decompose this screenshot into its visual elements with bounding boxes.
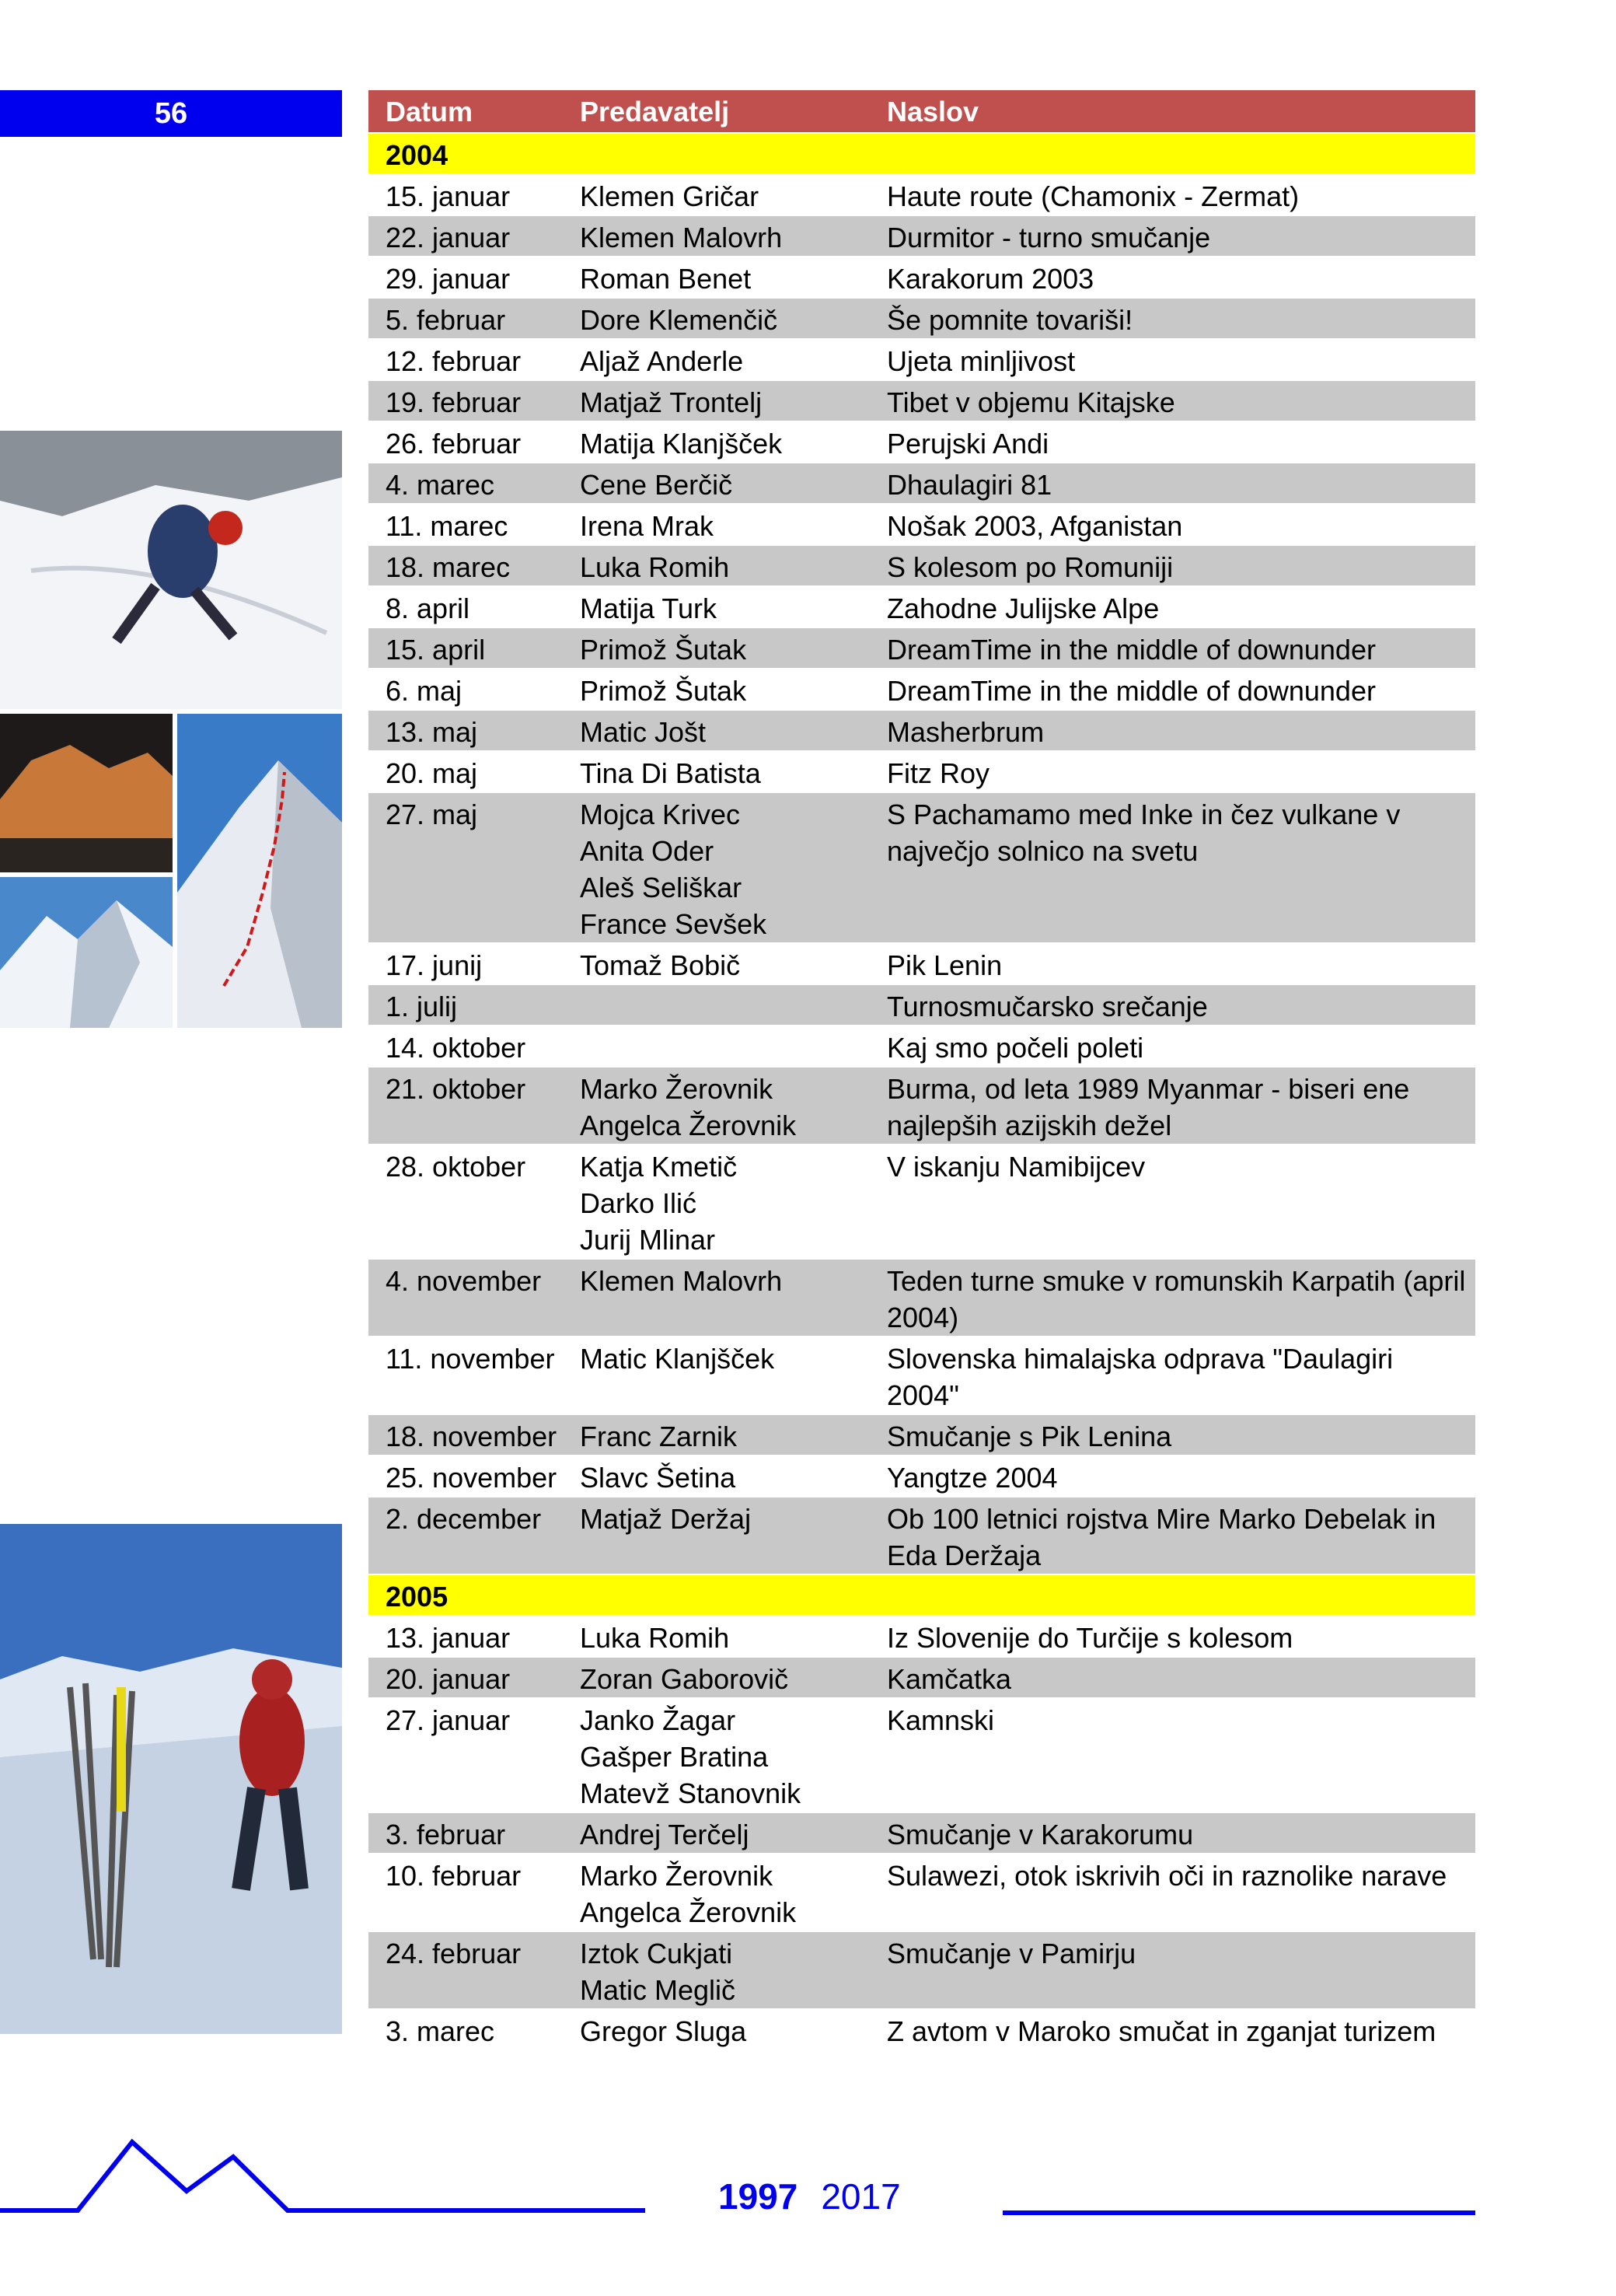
- table-row: [368, 1456, 1475, 1497]
- row-date: 20. januar: [368, 1657, 563, 1698]
- lecture-schedule-table: [368, 90, 1475, 2051]
- table-row: [368, 586, 1475, 627]
- row-lecturers: [563, 710, 870, 751]
- header-title: Naslov: [870, 90, 1475, 133]
- row-title: Yangtze 2004: [870, 1456, 1475, 1497]
- footer-line-right: [1003, 2210, 1475, 2215]
- row-title: DreamTime in the middle of downunder: [870, 627, 1475, 669]
- row-lecturers: [563, 1616, 870, 1657]
- table-row: [368, 751, 1475, 792]
- table-row: [368, 710, 1475, 751]
- row-date: 21. oktober: [368, 1067, 563, 1145]
- row-date: 27. maj: [368, 792, 563, 943]
- row-date: 11. marec: [368, 504, 563, 545]
- table-row: [368, 1657, 1475, 1698]
- table-row: [368, 257, 1475, 298]
- lecturer-name: Matjaž Deržaj: [580, 1503, 752, 1535]
- year-row: [368, 133, 1475, 174]
- lecturer-name: Roman Benet: [580, 263, 752, 295]
- table-row: [368, 669, 1475, 710]
- row-date: 10. februar: [368, 1854, 563, 1931]
- row-lecturers: [563, 463, 870, 504]
- row-date: 3. februar: [368, 1812, 563, 1854]
- lecturer-name: Katja Kmetič: [580, 1151, 738, 1183]
- table-row: [368, 174, 1475, 215]
- row-date: 18. marec: [368, 545, 563, 586]
- row-date: 20. maj: [368, 751, 563, 792]
- row-date: 5. februar: [368, 298, 563, 339]
- lecturer-name: Dore Klemenčič: [580, 304, 778, 336]
- table-row: [368, 627, 1475, 669]
- table-row: [368, 984, 1475, 1026]
- row-title: Smučanje v Karakorumu: [870, 1812, 1475, 1854]
- table-row: [368, 1259, 1475, 1337]
- row-title: Smučanje v Pamirju: [870, 1931, 1475, 2009]
- row-title: Kaj smo počeli poleti: [870, 1026, 1475, 1067]
- lecturer-name: Irena Mrak: [580, 510, 714, 542]
- row-lecturers: [563, 1259, 870, 1337]
- row-title: Zahodne Julijske Alpe: [870, 586, 1475, 627]
- mountain-footer-line: [0, 2130, 645, 2216]
- row-lecturers: [563, 751, 870, 792]
- skier-summit-photo: [0, 1524, 342, 2034]
- row-date: 28. oktober: [368, 1145, 563, 1259]
- lecturer-name: Zoran Gaborovič: [580, 1663, 789, 1695]
- climber-photo: [0, 431, 342, 709]
- row-date: 4. marec: [368, 463, 563, 504]
- row-lecturers: [563, 215, 870, 257]
- lecturer-name: Klemen Gričar: [580, 180, 759, 212]
- row-date: 13. maj: [368, 710, 563, 751]
- row-title: Burma, od leta 1989 Myanmar - biseri ene najlepših azijskih dežel: [870, 1067, 1475, 1145]
- table-row: [368, 2009, 1475, 2050]
- row-lecturers: [563, 504, 870, 545]
- table-row: [368, 1854, 1475, 1931]
- lecturer-name: Matija Klanjšček: [580, 428, 783, 460]
- table-row: [368, 545, 1475, 586]
- row-title: Ob 100 letnici rojstva Mire Marko Debelak in Eda Deržaja: [870, 1497, 1475, 1574]
- row-date: 1. julij: [368, 984, 563, 1026]
- footer-year-end: 2017: [821, 2176, 901, 2217]
- row-date: 4. november: [368, 1259, 563, 1337]
- row-date: 29. januar: [368, 257, 563, 298]
- row-title: Sulawezi, otok iskrivih oči in raznolike narave: [870, 1854, 1475, 1931]
- row-date: 14. oktober: [368, 1026, 563, 1067]
- table-row: [368, 1337, 1475, 1414]
- row-lecturers: [563, 1497, 870, 1574]
- table-row: [368, 215, 1475, 257]
- header-date: Datum: [368, 90, 563, 133]
- lecturer-name: Matevž Stanovnik: [580, 1777, 801, 1809]
- lecturer-name: Jurij Mlinar: [580, 1224, 716, 1256]
- row-lecturers: [563, 1456, 870, 1497]
- row-date: 2. december: [368, 1497, 563, 1574]
- lecturer-name: Matjaž Trontelj: [580, 386, 763, 418]
- row-title: Nošak 2003, Afganistan: [870, 504, 1475, 545]
- lecturer-name: Angelca Žerovnik: [580, 1896, 797, 1928]
- row-title: Tibet v objemu Kitajske: [870, 380, 1475, 421]
- row-title: Slovenska himalajska odprava "Daulagiri 2004": [870, 1337, 1475, 1414]
- table-header-row: [368, 90, 1475, 133]
- lecturer-name: Tomaž Bobič: [580, 949, 741, 981]
- row-title: Še pomnite tovariši!: [870, 298, 1475, 339]
- row-lecturers: [563, 1026, 870, 1067]
- table-row: [368, 1931, 1475, 2009]
- row-lecturers: [563, 1931, 870, 2009]
- row-title: Dhaulagiri 81: [870, 463, 1475, 504]
- lecturer-name: Marko Žerovnik: [580, 1860, 773, 1892]
- row-lecturers: [563, 984, 870, 1026]
- page-number: 56: [154, 97, 188, 130]
- row-title: Durmitor - turno smučanje: [870, 215, 1475, 257]
- table-row: [368, 380, 1475, 421]
- row-lecturers: [563, 1337, 870, 1414]
- row-title: Perujski Andi: [870, 421, 1475, 463]
- lecturer-name: Iztok Cukjati: [580, 1938, 733, 1969]
- row-lecturers: [563, 586, 870, 627]
- row-date: 24. februar: [368, 1931, 563, 2009]
- row-lecturers: [563, 1414, 870, 1456]
- row-lecturers: [563, 669, 870, 710]
- row-date: 25. november: [368, 1456, 563, 1497]
- row-title: DreamTime in the middle of downunder: [870, 669, 1475, 710]
- lecturer-name: Matic Jošt: [580, 716, 707, 748]
- row-title: Z avtom v Maroko smučat in zganjat turizem: [870, 2009, 1475, 2050]
- row-date: 15. januar: [368, 174, 563, 215]
- row-date: 27. januar: [368, 1698, 563, 1812]
- row-lecturers: [563, 1657, 870, 1698]
- row-date: 8. april: [368, 586, 563, 627]
- lecturer-name: Matija Turk: [580, 592, 717, 624]
- snow-ridge-photo: [0, 877, 173, 1028]
- table-row: [368, 339, 1475, 380]
- row-date: 26. februar: [368, 421, 563, 463]
- row-lecturers: [563, 792, 870, 943]
- row-lecturers: [563, 2009, 870, 2050]
- lecturer-name: Matic Meglič: [580, 1974, 736, 2006]
- row-title: Kamnski: [870, 1698, 1475, 1812]
- lecturer-name: Andrej Terčelj: [580, 1819, 749, 1850]
- row-title: Kamčatka: [870, 1657, 1475, 1698]
- row-lecturers: [563, 421, 870, 463]
- row-title: Smučanje s Pik Lenina: [870, 1414, 1475, 1456]
- row-date: 12. februar: [368, 339, 563, 380]
- row-lecturers: [563, 257, 870, 298]
- footer-year-start: 1997: [718, 2176, 798, 2217]
- row-date: 11. november: [368, 1337, 563, 1414]
- row-title: S Pachamamo med Inke in čez vulkane v največjo solnico na svetu: [870, 792, 1475, 943]
- row-title: Teden turne smuke v romunskih Karpatih (april 2004): [870, 1259, 1475, 1337]
- row-lecturers: [563, 339, 870, 380]
- table-row: [368, 421, 1475, 463]
- row-title: Turnosmučarsko srečanje: [870, 984, 1475, 1026]
- header-lecturer: Predavatelj: [563, 90, 870, 133]
- row-title: V iskanju Namibijcev: [870, 1145, 1475, 1259]
- row-date: 19. februar: [368, 380, 563, 421]
- lecturer-name: Darko Ilić: [580, 1187, 697, 1219]
- lecturer-name: France Sevšek: [580, 908, 767, 940]
- lecturer-name: Primož Šutak: [580, 634, 747, 666]
- sunset-peak-photo: [0, 714, 173, 872]
- row-lecturers: [563, 174, 870, 215]
- row-title: Ujeta minljivost: [870, 339, 1475, 380]
- table-row: [368, 463, 1475, 504]
- row-title: S kolesom po Romuniji: [870, 545, 1475, 586]
- lecturer-name: Aljaž Anderle: [580, 345, 744, 377]
- lecturer-name: Cene Berčič: [580, 469, 733, 501]
- lecturer-name: Franc Zarnik: [580, 1421, 738, 1452]
- lecturer-name: Marko Žerovnik: [580, 1073, 773, 1105]
- table-row: [368, 1497, 1475, 1574]
- lecturer-name: Angelca Žerovnik: [580, 1110, 797, 1141]
- row-lecturers: [563, 627, 870, 669]
- row-lecturers: [563, 298, 870, 339]
- row-lecturers: [563, 943, 870, 984]
- year-label: 2005: [368, 1574, 1475, 1616]
- lecturer-name: Klemen Malovrh: [580, 1265, 783, 1297]
- year-label: 2004: [368, 133, 1475, 174]
- row-lecturers: [563, 1812, 870, 1854]
- lecturer-name: Primož Šutak: [580, 675, 747, 707]
- row-date: 18. november: [368, 1414, 563, 1456]
- lecturer-name: Gašper Bratina: [580, 1741, 769, 1773]
- lecturer-name: Anita Oder: [580, 835, 714, 867]
- row-date: 13. januar: [368, 1616, 563, 1657]
- table-row: [368, 792, 1475, 943]
- table-row: [368, 504, 1475, 545]
- row-lecturers: [563, 1854, 870, 1931]
- row-lecturers: [563, 1698, 870, 1812]
- row-title: Iz Slovenije do Turčije s kolesom: [870, 1616, 1475, 1657]
- row-lecturers: [563, 1145, 870, 1259]
- lecturer-name: Slavc Šetina: [580, 1462, 736, 1494]
- row-date: 17. junij: [368, 943, 563, 984]
- lecturer-name: Aleš Seliškar: [580, 872, 742, 903]
- lecturer-name: Luka Romih: [580, 1622, 730, 1654]
- row-title: Karakorum 2003: [870, 257, 1475, 298]
- table-row: [368, 1067, 1475, 1145]
- lecturer-name: Luka Romih: [580, 551, 730, 583]
- table-row: [368, 1698, 1475, 1812]
- footer-years: [718, 2175, 901, 2217]
- row-date: 6. maj: [368, 669, 563, 710]
- table-row: [368, 1812, 1475, 1854]
- table-row: [368, 1616, 1475, 1657]
- table-body: [368, 133, 1475, 2050]
- year-row: [368, 1574, 1475, 1616]
- row-date: 3. marec: [368, 2009, 563, 2050]
- row-title: Fitz Roy: [870, 751, 1475, 792]
- lecturer-name: Mojca Krivec: [580, 799, 741, 830]
- lecturer-name: Matic Klanjšček: [580, 1343, 775, 1375]
- route-peak-photo: [177, 714, 342, 1028]
- table-row: [368, 1414, 1475, 1456]
- table-row: [368, 943, 1475, 984]
- lecturer-name: Tina Di Batista: [580, 757, 761, 789]
- row-title: Masherbrum: [870, 710, 1475, 751]
- lecturer-name: Janko Žagar: [580, 1704, 736, 1736]
- lecturer-name: Klemen Malovrh: [580, 222, 783, 253]
- table-row: [368, 1026, 1475, 1067]
- row-lecturers: [563, 380, 870, 421]
- row-title: Haute route (Chamonix - Zermat): [870, 174, 1475, 215]
- table-row: [368, 298, 1475, 339]
- row-date: 15. april: [368, 627, 563, 669]
- row-title: Pik Lenin: [870, 943, 1475, 984]
- row-lecturers: [563, 1067, 870, 1145]
- row-lecturers: [563, 545, 870, 586]
- lecturer-name: Gregor Sluga: [580, 2015, 747, 2047]
- table-row: [368, 1145, 1475, 1259]
- row-date: 22. januar: [368, 215, 563, 257]
